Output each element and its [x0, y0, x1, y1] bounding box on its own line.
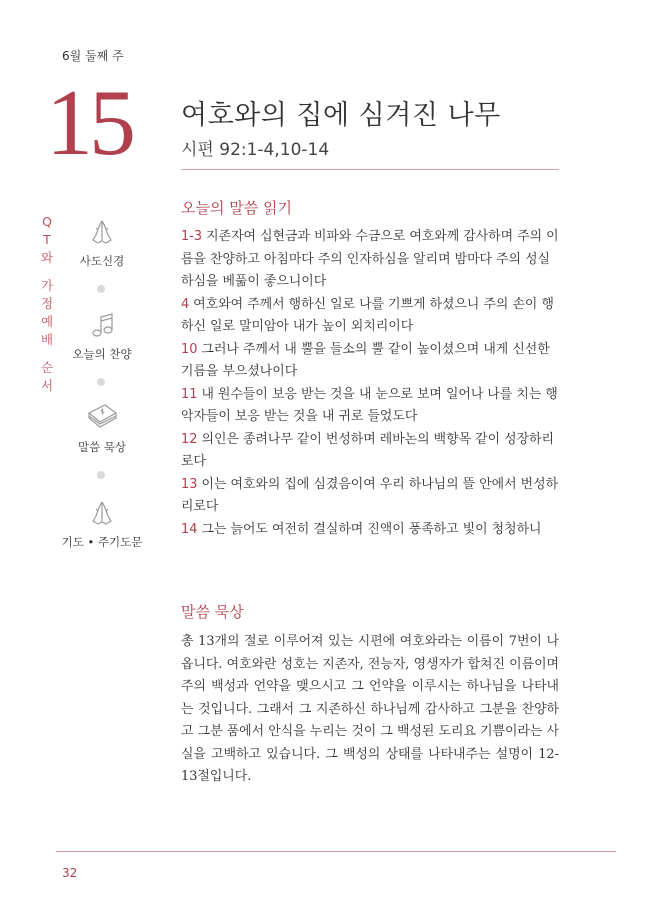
side-char: Q [42, 214, 52, 229]
reading-heading: 오늘의 말씀 읽기 [181, 199, 292, 217]
nav-separator-dot [97, 378, 105, 386]
verse-number: 12 [181, 431, 198, 447]
verse [181, 226, 559, 294]
side-char [38, 349, 56, 359]
verse [181, 294, 559, 339]
meditation-body: 총 13개의 절로 이루어져 있는 시편에 여호와라는 이름이 7번이 나옵니다. 여호와란 성호는 지존자, 전능자, 영생자가 합쳐진 이름이며 주의 백성과 언약을 맺으시고 그 언약을 이루시는 하나님을 나타내는 것입니다. 그래서 그 지존하신 하나님께 감사하고 그분을 찬양하고 그분 품에서 안식을 누리는 것이 그 백성된 도리요 기쁨이라는 사실을 고백하고 있습니다. 그 백성의 상태를 나타내주는 설명이 12-13절입니다. [181, 634, 559, 784]
verse-text: 그러나 주께서 내 뿔을 들소의 뿔 같이 높이셨으며 내게 신선한 기름을 부으셨나이다 [181, 341, 550, 379]
verse-text: 의인은 종려나무 같이 번성하며 레바논의 백향목 같이 성장하리로다 [181, 431, 554, 469]
side-char: 예 [40, 314, 54, 329]
nav-label: 말씀 묵상 [77, 440, 127, 454]
verse [181, 384, 559, 429]
nav-label: 기도 • 주기도문 [61, 535, 143, 549]
verse-text: 지존자여 십현금과 비파와 수금으로 여호와께 감사하며 주의 이름을 찬양하고 아침마다 주의 인자하심을 알리며 밤마다 주의 성실하심을 베풂이 좋으니이다 [181, 229, 559, 289]
nav-label: 오늘의 찬양 [72, 347, 132, 361]
side-char: 서 [40, 378, 54, 393]
scripture-passage [181, 226, 559, 541]
nav-item-prayer[interactable] [60, 498, 144, 550]
verse-text: 여호와여 주께서 행하신 일로 나를 기쁘게 하셨으니 주의 손이 행하신 일로 말미암아 내가 높이 외치리이다 [181, 296, 554, 334]
praying-hands-icon [87, 217, 117, 247]
nav-item-creed[interactable] [60, 217, 144, 269]
praying-hands-icon [87, 498, 117, 528]
nav-label: 사도신경 [79, 254, 125, 268]
side-char: 가 [40, 278, 54, 293]
side-char: 순 [40, 360, 54, 375]
footer-divider [56, 851, 616, 852]
music-note-icon [87, 310, 117, 340]
verse [181, 519, 559, 542]
qt-order-vertical-label [38, 213, 56, 395]
nav-separator-dot [97, 471, 105, 479]
page-title: 여호와의 집에 심겨진 나무 [181, 100, 501, 131]
verse [181, 429, 559, 474]
nav-item-meditation[interactable] [60, 401, 144, 455]
side-char: 정 [40, 296, 54, 311]
verse-text: 그는 늙어도 여전히 결실하며 진액이 풍족하고 빛이 청청하니 [197, 521, 542, 537]
scripture-reference: 시편 92:1-4,10-14 [181, 140, 330, 160]
week-label: 6월 둘째 주 [62, 49, 124, 63]
side-char: 배 [40, 332, 54, 347]
lesson-number: 15 [46, 71, 132, 175]
nav-separator-dot [97, 285, 105, 293]
title-divider [181, 169, 559, 170]
verse-number: 13 [181, 476, 198, 492]
verse-text: 이는 여호와의 집에 심겼음이여 우리 하나님의 뜰 안에서 번성하리로다 [181, 476, 559, 514]
verse-number: 14 [181, 521, 198, 537]
verse-number: 11 [181, 386, 198, 402]
nav-item-praise[interactable] [60, 310, 144, 362]
verse [181, 339, 559, 384]
side-char: 와 [40, 250, 54, 265]
verse-number: 10 [181, 341, 198, 357]
bible-icon [85, 401, 119, 433]
meditation-heading: 말씀 묵상 [181, 603, 244, 621]
verse-text: 내 원수들이 보응 받는 것을 내 눈으로 보며 일어나 나를 치는 행악자들이 보응 받는 것을 내 귀로 들었도다 [181, 386, 558, 424]
verse [181, 474, 559, 519]
side-char [38, 267, 56, 277]
verse-number: 1-3 [181, 229, 203, 244]
page-number: 32 [62, 866, 78, 880]
side-char: T [43, 232, 51, 247]
verse-number: 4 [181, 296, 190, 312]
